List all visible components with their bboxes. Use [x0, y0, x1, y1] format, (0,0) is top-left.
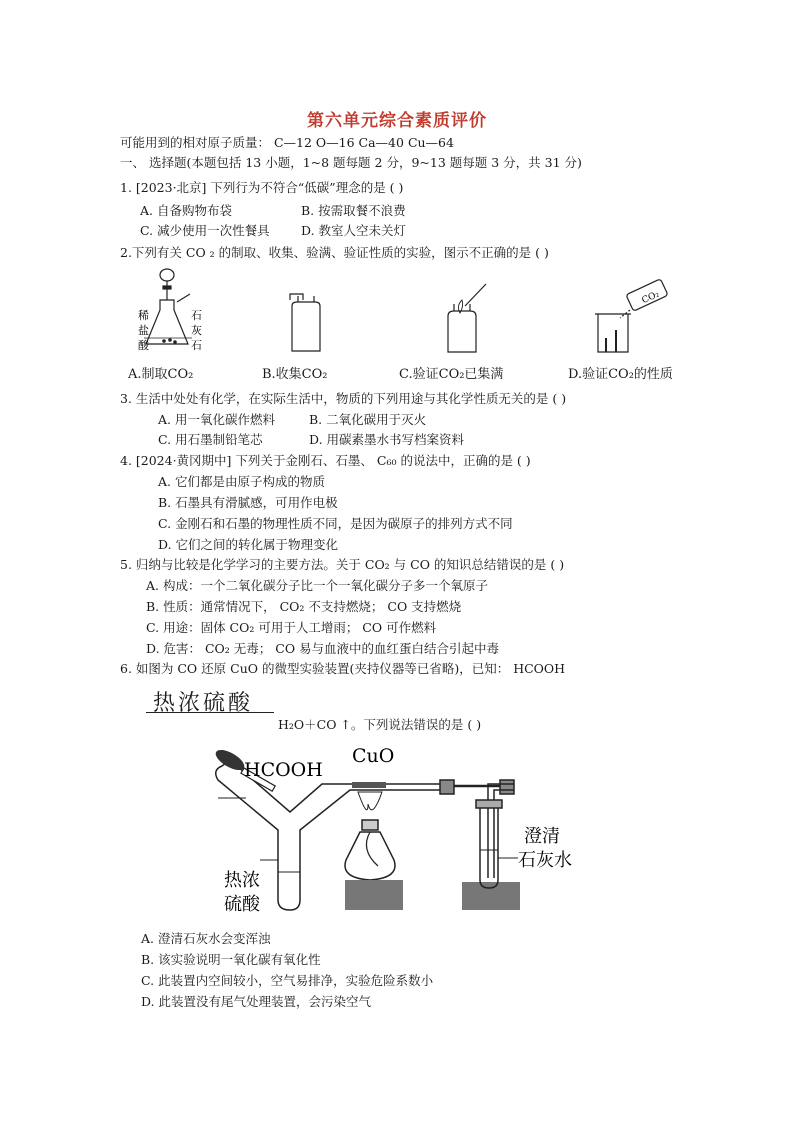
fig-a-left-label-3: 酸 [138, 339, 149, 352]
alcohol-lamp [345, 820, 395, 880]
q5-option-a: A. 构成：一个二氧化碳分子比一个一氧化碳分子多一个氧原子 [146, 578, 488, 593]
q4-option-c: C. 金刚石和石墨的物理性质不同，是因为碳原子的排列方式不同 [158, 516, 513, 531]
q4-stem: 4. [2024·黄冈期中] 下列关于金刚石、石墨、 C₆₀ 的说法中，正确的是 ( ) [120, 453, 531, 468]
q2-caption-d: D.验证CO₂的性质 [568, 367, 673, 382]
q5-option-d: D. 危害： CO₂ 无毒； CO 易与血液中的血红蛋白结合引起中毒 [146, 641, 500, 656]
fig-a-left-label-2: 盐 [138, 324, 149, 337]
q2-caption-c: C.验证CO₂已集满 [399, 367, 504, 382]
q1-option-b: B. 按需取餐不浪费 [301, 203, 406, 218]
fig-a-right-label-2: 灰 [191, 324, 202, 337]
label-cuo: CuO [352, 745, 395, 767]
label-acid-1: 热浓 [224, 870, 260, 891]
q6-condition-arrow-line [146, 712, 274, 713]
q2-figures [120, 266, 700, 358]
fig-d-apparatus [595, 279, 668, 352]
label-lime-2: 石灰水 [518, 850, 572, 871]
q1-option-d: D. 教室人空未关灯 [301, 223, 407, 238]
q4-option-d: D. 它们之间的转化属于物理变化 [158, 537, 339, 552]
q2-caption-b: B.收集CO₂ [262, 367, 328, 382]
q1-option-a: A. 自备购物布袋 [140, 203, 232, 218]
q6-apparatus-diagram [200, 740, 600, 920]
q3-stem: 3. 生活中处处有化学，在实际生活中，物质的下列用途与其化学性质无关的是 ( ) [120, 391, 567, 406]
fig-a-right-label-3: 石 [191, 339, 202, 352]
q3-option-a: A. 用一氧化碳作燃料 [158, 412, 275, 427]
page-title: 第六单元综合素质评价 [307, 111, 487, 131]
label-acid-2: 硫酸 [224, 894, 260, 915]
q6-option-b: B. 该实验说明一氧化碳有氧化性 [141, 952, 321, 967]
q5-stem: 5. 归纳与比较是化学学习的主要方法。关于 CO₂ 与 CO 的知识总结错误的是 ( ) [120, 557, 565, 572]
q4-option-a: A. 它们都是由原子构成的物质 [158, 474, 325, 489]
q6-stem: 6. 如图为 CO 还原 CuO 的微型实验装置(夹持仪器等已省略)，已知： HCOOH [120, 661, 566, 676]
label-hcooh: HCOOH [244, 759, 323, 781]
q6-option-a: A. 澄清石灰水会变浑浊 [141, 931, 271, 946]
fig-a-apparatus [144, 269, 192, 344]
q3-option-b: B. 二氧化碳用于灭火 [309, 412, 427, 427]
q6-option-c: C. 此装置内空间较小，空气易排净，实验危险系数小 [141, 973, 434, 988]
q5-option-b: B. 性质：通常情况下， CO₂ 不支持燃烧； CO 支持燃烧 [146, 599, 462, 614]
section-header: 一、 选择题(本题包括 13 小题，1~8 题每题 2 分，9~13 题每题 3 分，共 31 分) [120, 155, 582, 170]
cuo-powder [352, 782, 386, 788]
fig-a-right-label-1: 石 [191, 309, 202, 322]
fig-c-apparatus [448, 284, 486, 352]
q4-option-b: B. 石墨具有滑腻感，可用作电极 [158, 495, 338, 510]
fig-d-bottle-label: CO₂ [640, 289, 662, 307]
q6-option-d: D. 此装置没有尾气处理装置，会污染空气 [141, 994, 372, 1009]
test-tube-stand [462, 882, 520, 910]
q2-stem: 2.下列有关 CO ₂ 的制取、收集、验满、验证性质的实验，图示不正确的是 ( ) [120, 245, 549, 260]
q3-option-c: C. 用石墨制铅笔芯 [158, 432, 263, 447]
q2-caption-a: A.制取CO₂ [128, 367, 194, 382]
q6-stem-continued: H₂O＋CO ↑。下列说法错误的是 ( ) [278, 717, 482, 732]
atomic-masses: 可能用到的相对原子质量： C—12 O—16 Ca—40 Cu—64 [120, 135, 454, 150]
flame [358, 792, 382, 810]
q6-reaction-condition: 热浓硫酸 [153, 691, 254, 716]
q3-option-d: D. 用碳素墨水书写档案资料 [309, 432, 465, 447]
q1-stem: 1. [2023·北京] 下列行为不符合“低碳”理念的是 ( ) [120, 180, 404, 195]
q5-option-c: C. 用途：固体 CO₂ 可用于人工增雨； CO 可作燃料 [146, 620, 437, 635]
q1-option-c: C. 减少使用一次性餐具 [140, 223, 270, 238]
glass-tube [402, 780, 514, 878]
test-tube [476, 800, 518, 888]
lamp-stand [345, 880, 403, 910]
fig-a-left-label-1: 稀 [138, 309, 149, 322]
label-lime-1: 澄清 [524, 826, 560, 847]
fig-b-apparatus [290, 294, 320, 351]
